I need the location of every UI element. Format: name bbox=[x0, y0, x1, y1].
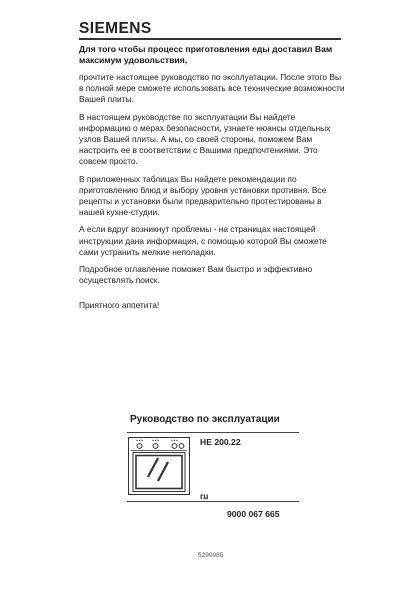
logo-underline bbox=[79, 38, 341, 40]
intro-paragraph-3: В приложенных таблицах Вы найдете рекомендации по приготовлению блюд и выбору уровня установки противня. Все рецепты и установки были предварительно протестированы в нашей кухне-студии. bbox=[79, 173, 327, 218]
footer-code: 5290085 bbox=[198, 552, 224, 559]
intro-paragraph-4: А если вдруг возникнут проблемы - на страницах настоящей инструкции дана информация, с помощью которой Вы сможете сами устранить мелкие неполадки. bbox=[79, 224, 327, 257]
part-number: 9000 067 665 bbox=[227, 509, 280, 519]
intro-closing: Приятного аппетита! bbox=[79, 300, 160, 311]
intro-paragraph-5: Подробное оглавление поможет Вам быстро и эффективно осуществлять поиск. bbox=[79, 264, 313, 286]
title-divider bbox=[127, 432, 299, 433]
oven-icon bbox=[128, 437, 190, 495]
manual-title: Руководство по эксплуатации bbox=[130, 414, 280, 425]
bottom-divider bbox=[127, 501, 299, 502]
intro-text bbox=[79, 44, 345, 318]
brand-logo: SIEMENS bbox=[79, 20, 152, 37]
model-number: HE 200.22 bbox=[200, 437, 241, 447]
intro-paragraph-1: прочтите настоящее руководство по эксплуатации. После этого Вы в полной мере сможете использовать все технические возможности Вашей плиты. bbox=[79, 72, 345, 105]
intro-paragraph-2: В настоящем руководстве по эксплуатации Вы найдете информацию о мерах безопасности, узнаете нюансы отдельных узлов Вашей плиты. А мы, со своей стороны, поможем Вам настроить ее в соответствии с Вашими предпочтениями. Это совсем просто. bbox=[79, 111, 331, 167]
language-code: ru bbox=[200, 491, 209, 501]
intro-headline: Для того чтобы процесс приготовления еды доставил Вам максимум удовольствия, bbox=[79, 44, 333, 65]
